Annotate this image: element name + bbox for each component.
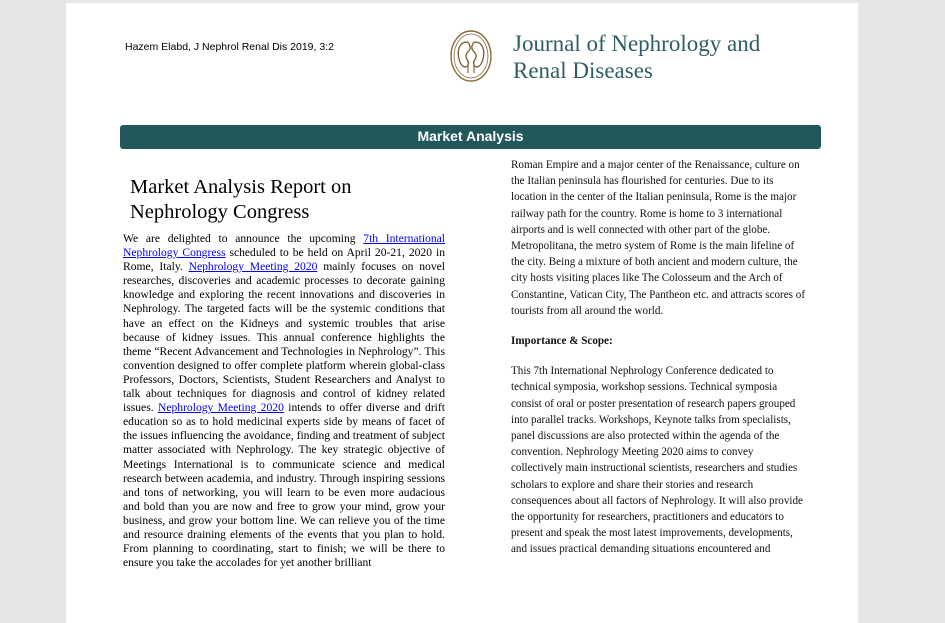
- text-run: scheduled to be held on April 20-21, 2020 in Rome, Italy.: [123, 246, 445, 274]
- journal-title: [513, 30, 760, 84]
- scope-paragraph: This 7th International Nephrology Conference dedicated to technical symposia, workshop sessions. Technical symposia consist of oral or poster presentation of research papers grouped into parallel tracks. Workshops, Keynote talks from specialists, panel discussions are also protected within the agenda of the convention. Nephrology Meeting 2020 aims to convey collectively main instructional scientists, researchers and studies scholars to explore and share their stories and research consequences about all factors of Nephrology. It will also provide the opportunity for researchers, practitioners and educators to present and speak the most latest improvements, developments, and issues practical demanding situations encountered and: [511, 365, 803, 556]
- text-run: We are delighted to announce the upcoming: [123, 232, 364, 245]
- left-column-text: [123, 232, 445, 570]
- article-title-line-1: Market Analysis Report on: [130, 176, 352, 198]
- section-banner: Market Analysis: [120, 125, 821, 149]
- text-run: intends to offer diverse and drift education so as to hold medicinal experts side by means of facet of the issues influencing the avoidance, finding and treatment of subject matter associated with Nephrology. The key strategic objective of Meetings International is to communicate science and medical research between academia, and industry. Through inspiring sessions and tons of networking, you will learn to be even more audacious and bold than you are now and free to grow your mind, grow your business, and grow your bottom line. We can relieve you of the time and resource draining elements of the events that you plan to hold. From planning to coordinating, start to finish; we will be there to ensure you take the accolades for yet another brilliant: [123, 401, 445, 570]
- rome-paragraph: Roman Empire and a major center of the Renaissance, culture on the Italian peninsula has flourished for centuries. Due to its location in the center of the Italian peninsula, Rome is the major railway path for the country. Rome is home to 3 international airports and is well connected with other part of the globe. Metropolitana, the metro system of Rome is the main lifeline of the city. Being a mixture of both ancient and modern culture, the city hosts visiting places like The Colosseum and the Arch of Constantine, Vatican City, The Pantheon etc. and attracts scores of tourists from all around the world.: [511, 159, 806, 317]
- article-title-line-2: Nephrology Congress: [130, 201, 310, 223]
- text-run: mainly focuses on novel researches, discoveries and academic processes to decorate gaining knowledge and exploring the recent innovations and discoveries in Nephrology. The targeted facts will be the systemic conditions that have an effect on the Kidneys and systemic troubles that arise because of kidney issues. This annual conference highlights the theme “Recent Advancement and Technologies in Nephrology”. This convention designed to offer complete platform wherein global-class Professors, Doctors, Scientists, Student Researchers and Analyst to talk about techniques for diagnosis and control of kidney related issues.: [123, 260, 445, 415]
- article-title: [130, 175, 352, 225]
- right-column: [511, 157, 807, 558]
- importance-scope-heading: Importance & Scope:: [511, 335, 613, 348]
- meeting-link-2[interactable]: Nephrology Meeting 2020: [157, 401, 284, 415]
- journal-title-line-1: Journal of Nephrology and: [513, 31, 761, 56]
- congress-link[interactable]: 7th International Nephrology Congress: [123, 232, 446, 260]
- kidney-logo-icon: [449, 29, 493, 83]
- meeting-link-1[interactable]: Nephrology Meeting 2020: [188, 260, 318, 274]
- journal-title-line-2: Renal Diseases: [513, 58, 653, 83]
- citation: Hazem Elabd, J Nephrol Renal Dis 2019, 3:2: [125, 41, 334, 53]
- document-page: [66, 3, 858, 623]
